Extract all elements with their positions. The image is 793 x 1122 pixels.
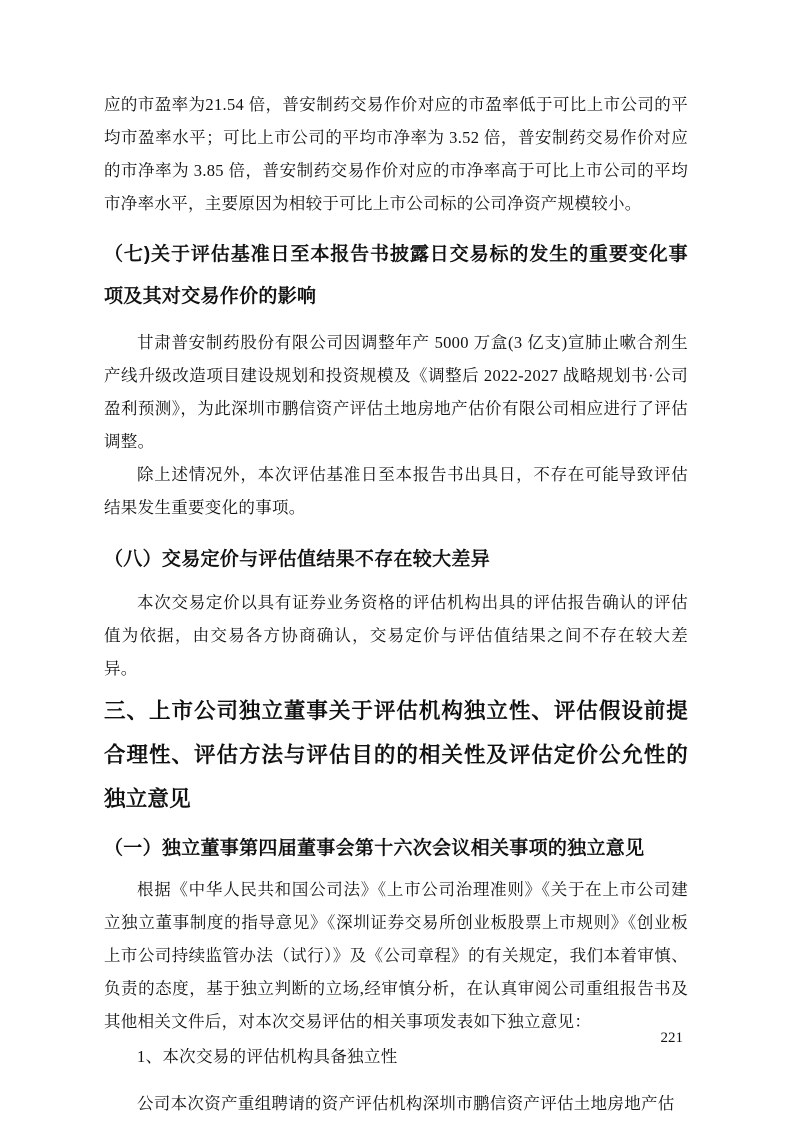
page-content	[104, 88, 688, 1120]
heading-section-3-1: （一）独立董事第四届董事会第十六次会议相关事项的独立意见	[104, 838, 645, 859]
heading-section-7: （七)关于评估基准日至本报告书披露日交易标的发生的重要变化事项及其对交易作价的影响	[104, 244, 688, 307]
heading-section-8: （八）交易定价与评估值结果不存在较大差异	[104, 549, 491, 570]
paragraph-legal-basis: 根据《中华人民共和国公司法》《上市公司治理准则》《关于在上市公司建立独立董事制度的指导意见》《深圳证券交易所创业板股票上市规则》《创业板上市公司持续监管办法（试行）》及《公司章程》的有关规定，我们本着审慎、负责的态度，基于独立判断的立场,经审慎分析，在认真审阅公司重组报告书及其他相关文件后，对本次交易评估的相关事项发表如下独立意见：	[104, 880, 688, 1031]
paragraph-valuation-ratios: 应的市盈率为21.54 倍，普安制药交易作价对应的市盈率低于可比上市公司的平均市盈率水平；可比上市公司的平均市净率为 3.52 倍，普安制药交易作价对应的市净率为 3.85 倍，普安制药交易作价对应的市净率高于可比上市公司的平均市净率水平，主要原因为相较于可比上市公司标的公司净资产规模较小。	[104, 95, 688, 213]
paragraph-transaction-pricing: 本次交易定价以具有证券业务资格的评估机构出具的评估报告确认的评估值为依据，由交易各方协商确认，交易定价与评估值结果之间不存在较大差异。	[104, 593, 688, 678]
page-number: 221	[660, 1030, 683, 1046]
paragraph-appraisal-institution: 公司本次资产重组聘请的资产评估机构深圳市鹏信资产评估土地房地产估	[137, 1094, 675, 1113]
heading-section-3: 三、上市公司独立董事关于评估机构独立性、评估假设前提合理性、评估方法与评估目的的相关性及评估定价公允性的独立意见	[104, 699, 688, 811]
paragraph-no-material-changes: 除上述情况外，本次评估基准日至本报告书出具日，不存在可能导致评估结果发生重要变化的事项。	[104, 465, 688, 517]
list-item-independence: 1、本次交易的评估机构具备独立性	[137, 1047, 398, 1066]
paragraph-valuation-adjustment: 甘肃普安制药股份有限公司因调整年产 5000 万盒(3 亿支)宣肺止嗽合剂生产线升级改造项目建设规划和投资规模及《调整后 2022-2027 战略规划书·公司盈利预测》，为此深圳市鹏信资产评估土地房地产估价有限公司相应进行了评估调整。	[104, 333, 688, 451]
